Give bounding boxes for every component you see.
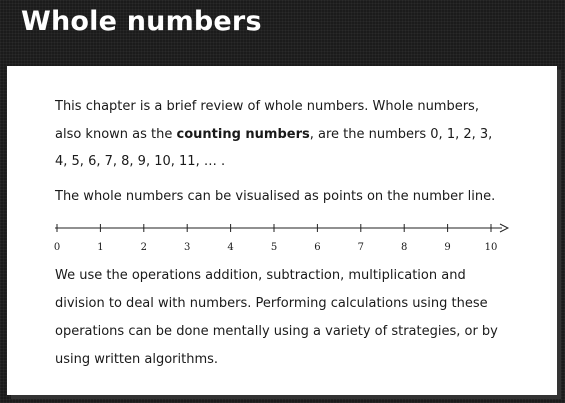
intro-text-before: This chapter is a brief review of whole numbers. Whole numbers, also known as the	[55, 99, 479, 142]
number-line-label: 4	[227, 242, 234, 253]
intro-paragraph	[55, 93, 505, 176]
number-line-label: 7	[357, 242, 364, 253]
number-line-label: 9	[444, 242, 451, 253]
number-line-label: 10	[484, 242, 498, 253]
number-line-label: 0	[53, 242, 61, 253]
bold-term-counting-numbers: counting numbers	[176, 126, 310, 142]
number-line	[7, 216, 557, 256]
number-line-label: 3	[184, 242, 191, 253]
number-line-label: 8	[401, 242, 408, 253]
intro-text-after: , are the numbers 0, 1, 2, 3, 4, 5, 6, 7, 8, 9, 10, 11, … .	[55, 126, 493, 169]
number-line-label: 1	[97, 242, 104, 253]
number-line-label: 5	[270, 242, 278, 253]
operations-paragraph: We use the operations addition, subtraction, multiplication and division to deal with numbers. Performing calculations using these operations can be done mentally using a variety of strategies, or by using written algorithms.	[55, 268, 498, 367]
page-title: Whole numbers	[21, 6, 262, 37]
number-line-label: 6	[314, 242, 321, 253]
content-panel	[7, 66, 557, 395]
number-line-label: 2	[140, 242, 147, 253]
numberline-intro: The whole numbers can be visualised as points on the number line.	[55, 189, 496, 204]
